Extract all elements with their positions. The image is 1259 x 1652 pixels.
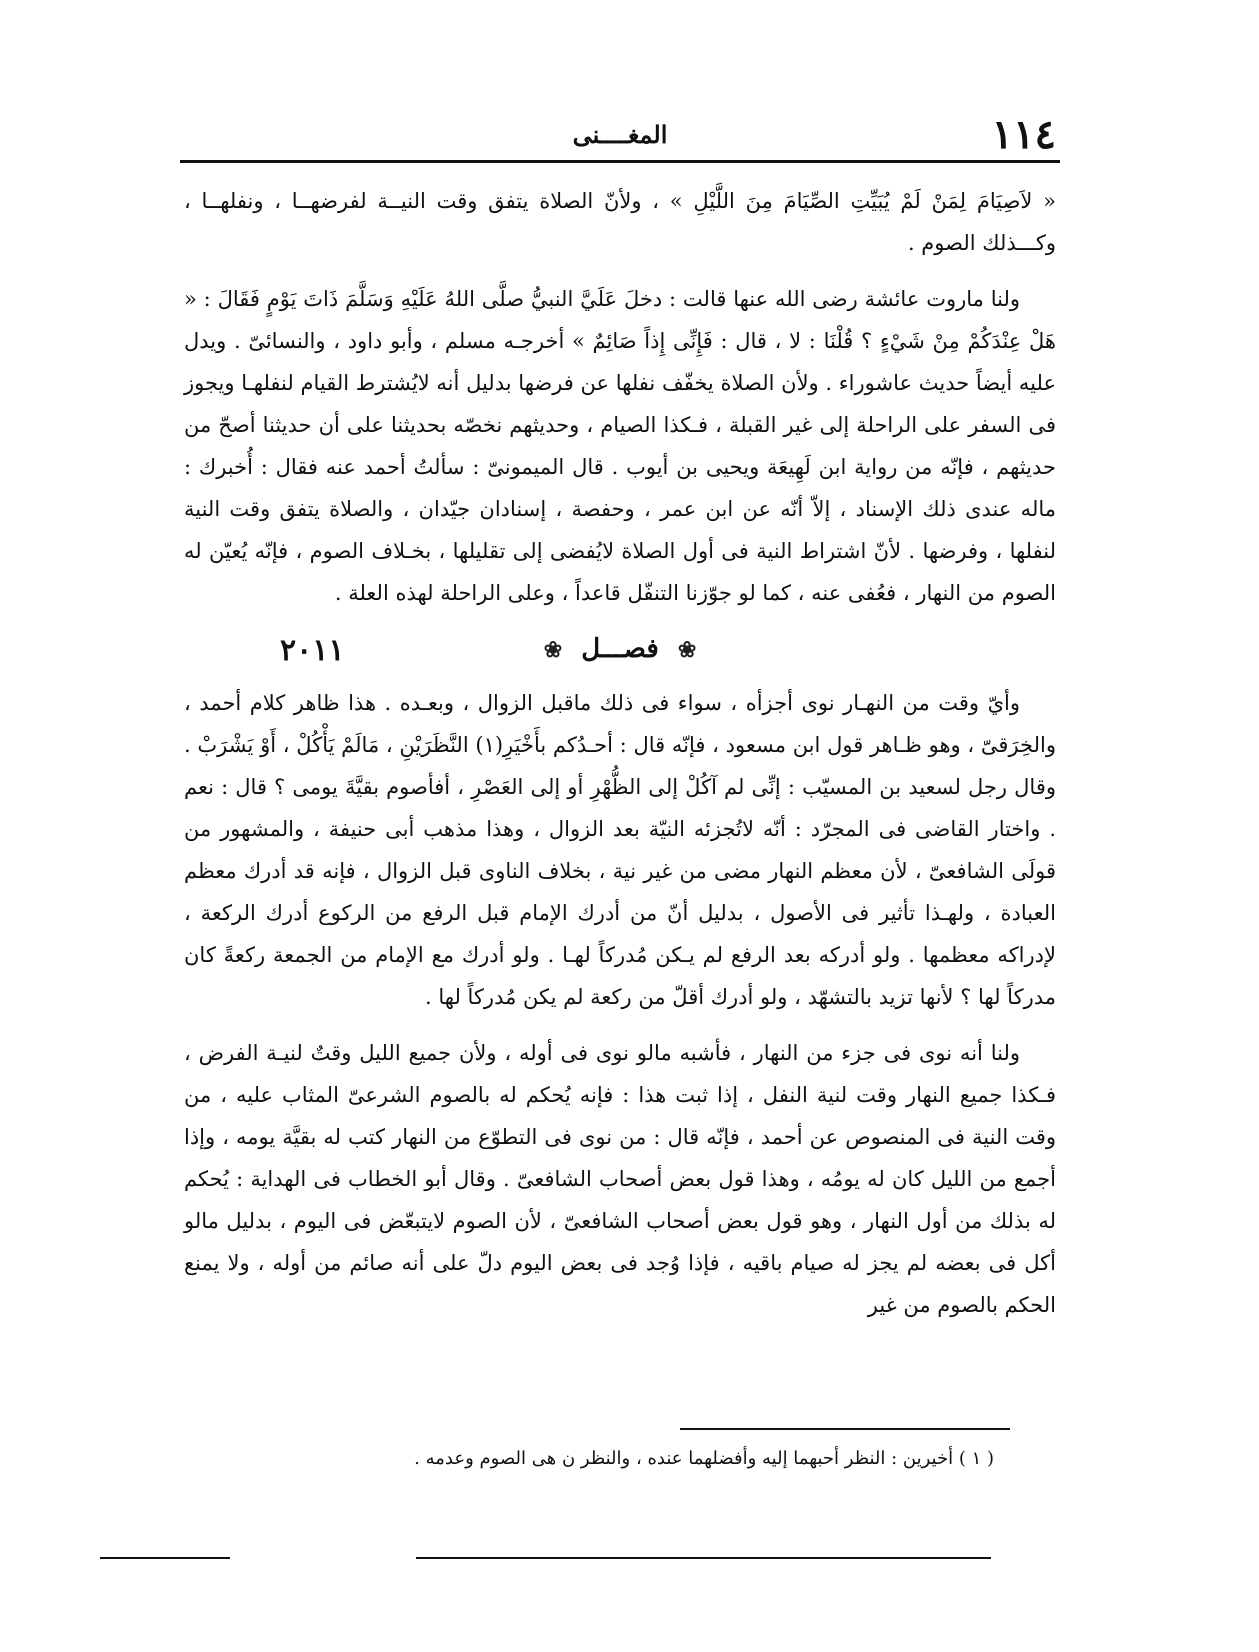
section-title: فصـــل [581, 634, 659, 664]
ornament-right-icon: ❀ [677, 637, 697, 663]
ornament-left-icon: ❀ [543, 637, 563, 663]
footnote-rule [680, 1428, 1010, 1430]
running-title: المغــــنى [572, 120, 668, 149]
main-text [184, 180, 1056, 1326]
footnote: ( ١ ) أخيرين : النظر أحبهما إليه وأفضلهما عنده ، والنظر ن هى الصوم وعدمه . [414, 1448, 994, 1469]
bottom-rule-left [100, 1557, 230, 1559]
section-number: ٢٠١١ [280, 633, 345, 668]
paragraph-1: « لاَصِيَامَ لِمَنْ لَمْ يُبَيِّتِ الصِّيَامَ مِنَ اللَّيْلِ » ، ولأنّ الصلاة يتفق وقت النيــة لفرضهــا ، ونفلهــا ، وكـــذلك الصوم . [184, 189, 1056, 255]
paragraph-4: ولنا أنه نوى فى جزء من النهار ، فأشبه مالو نوى فى أوله ، ولأن جميع الليل وقتٌ لنيـة الفرض ، فـكذا جميع النهار وقت لنية النفل ، إذا ثبت هذا : فإنه يُحكم له بالصوم الشرعىّ المثاب عليه ، من وقت النية فى المنصوص عن أحمد ، فإنّه قال : من نوى فى التطوّع من النهار كتب له بقيَّة يومه ، وإذا أجمع من الليل كان له يومُه ، وهذا قول بعض أصحاب الشافعىّ . وقال أبو الخطاب فى الهداية : يُحكم له بذلك من أول النهار ، وهو قول بعض أصحاب الشافعىّ ، لأن الصوم لايتبعّض فى اليوم ، بدليل مالو أكل فى بعضه لم يجز له صيام باقيه ، فإذا وُجد فى بعض اليوم دلّ على أنه صائم من أوله ، ولا يمنع الحكم بالصوم من غير [184, 1041, 1056, 1317]
paragraph-2: ولنا ماروت عائشة رضى الله عنها قالت : دخلَ عَلَيَّ النبيُّ صلَّى اللهُ عَلَيْهِ وَسَلَّمَ ذَاتَ يَوْمٍ فَقَالَ : « هَلْ عِنْدَكُمْ مِنْ شَيْءٍ ؟ قُلْنَا : لا ، قال : فَإِنِّى إِذاً صَائِمٌ » أخرجـه مسلم ، وأبو داود ، والنسائىّ . ويدل عليه أيضاً حديث عاشوراء . ولأن الصلاة يخفّف نفلها عن فرضها بدليل أنه لايُشترط القيام لنفلهـا ويجوز فى السفر على الراحلة إلى غير القبلة ، فـكذا الصيام ، وحديثهم نخصّه بحديثنا على أن حديثنا أصحّ من حديثهم ، فإنّه من رواية ابن لَهِيعَة ويحيى بن أيوب . قال الميمونىّ : سألتُ أحمد عنه فقال : أُخبرك : ماله عندى ذلك الإسناد ، إلاّ أنّه عن ابن عمر ، وحفصة ، إسنادان جيّدان ، والصلاة يتفق وقت النية لنفلها ، وفرضها . لأنّ اشتراط النية فى أول الصلاة لايُفضى إلى تقليلها ، بخـلاف الصوم ، فإنّه يُعيّن له الصوم من النهار ، فعُفى عنه ، كما لو جوّزنا التنفّل قاعداً ، وعلى الراحلة لهذه العلة . [184, 287, 1056, 605]
bottom-rule-right [416, 1557, 991, 1559]
section-heading [184, 624, 1056, 680]
page-number: ١١٤ [991, 111, 1056, 158]
header-rule [180, 160, 1060, 163]
paragraph-3: وأيّ وقت من النهـار نوى أجزأه ، سواء فى ذلك ماقبل الزوال ، وبعـده . هذا ظاهر كلام أحمد ، والخِرَقىّ ، وهو ظـاهر قول ابن مسعود ، فإنّه قال : أحـدُكم بأَخْيَرِ(١) النَّظَرَيْنِ ، مَالَمْ يَأْكُلْ ، أَوْ يَشْرَبْ . وقال رجل لسعيد بن المسيّب : إنِّى لم آكُلْ إلى الظُّهْرِ أو إلى العَصْرِ ، أفأصوم بقيَّةَ يومى ؟ قال : نعم . واختار القاضى فى المجرّد : أنّه لاتُجزئه النيّة بعد الزوال ، وهذا مذهب أبى حنيفة ، والمشهور من قولَى الشافعىّ ، لأن معظم النهار مضى من غير نية ، بخلاف الناوى قبل الزوال ، فإنه قد أدرك معظم العبادة ، ولهـذا تأثير فى الأصول ، بدليل أنّ من أدرك الإمام قبل الرفع من الركوع أدرك الركعة ، لإدراكه معظمها . ولو أدركه بعد الرفع لم يـكن مُدركاً لهـا . ولو أدرك مع الإمام من الجمعة ركعةً كان مدركاً لها ؟ لأنها تزيد بالتشهّد ، ولو أدرك أقلّ من ركعة لم يكن مُدركاً لها . [184, 691, 1056, 1009]
page-header [180, 112, 1060, 158]
